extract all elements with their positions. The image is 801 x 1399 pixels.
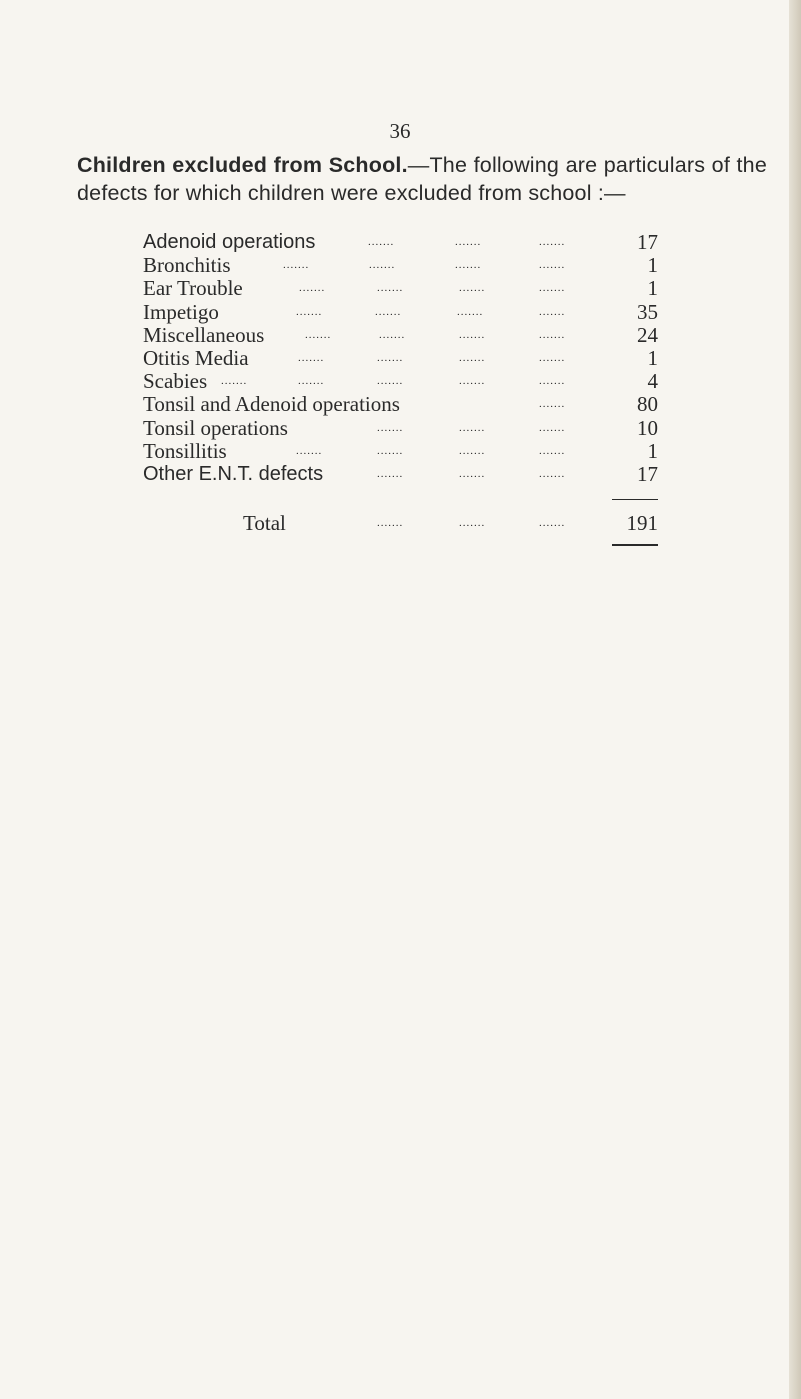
leader-dots: ....... <box>368 236 395 248</box>
leader-dots: ....... <box>539 421 566 434</box>
table-row <box>143 417 658 440</box>
leader-dots: ....... <box>298 375 325 388</box>
leader-dots: ....... <box>375 305 402 318</box>
row-label: Tonsil operations <box>143 415 288 440</box>
row-value: 1 <box>647 253 658 278</box>
leader-dots: ....... <box>377 282 404 295</box>
leader-dots: ....... <box>539 517 566 529</box>
row-label: Other E.N.T. defects <box>143 462 324 485</box>
row-label: Tonsillitis <box>143 438 227 463</box>
row-value: 1 <box>647 438 658 463</box>
leader-dots: ....... <box>455 259 482 272</box>
row-label: Otitis Media <box>143 345 249 370</box>
leader-dots: ....... <box>539 444 566 457</box>
row-value: 24 <box>637 322 658 347</box>
total-rule-bottom <box>612 544 658 546</box>
table-row <box>143 254 658 277</box>
leader-dots: ....... <box>377 467 404 480</box>
leader-dots: ....... <box>539 398 566 411</box>
row-label: Ear Trouble <box>143 276 243 301</box>
table-row <box>143 301 658 324</box>
row-label: Tonsil and Adenoid operations <box>143 392 400 417</box>
leader-dots: ....... <box>377 517 404 529</box>
table-row <box>143 347 658 370</box>
section-heading: Children excluded from School. <box>77 153 408 177</box>
leader-dots: ....... <box>299 282 326 295</box>
leader-dots: ....... <box>459 282 486 295</box>
table-row <box>143 393 658 416</box>
row-label: Scabies <box>143 369 208 394</box>
table-row <box>143 324 658 347</box>
leader-dots: ....... <box>305 328 332 341</box>
total-rule-top <box>612 499 658 500</box>
leader-dots: ....... <box>457 305 484 318</box>
leader-dots: ....... <box>377 444 404 457</box>
leader-dots: ....... <box>296 305 323 318</box>
row-value: 17 <box>637 461 658 486</box>
leader-dots: ....... <box>455 236 482 248</box>
leader-dots: ....... <box>377 351 404 364</box>
total-row <box>143 509 658 537</box>
row-value: 35 <box>637 299 658 324</box>
leader-dots: ....... <box>283 259 310 272</box>
intro-text: —The following are particulars of the defects for which children were excluded from school :— <box>77 153 767 205</box>
leader-dots: ....... <box>221 375 248 388</box>
leader-dots: ....... <box>379 328 406 341</box>
row-label: Adenoid operations <box>143 231 316 253</box>
exclusion-table <box>143 231 658 486</box>
page-number: 36 <box>389 119 411 143</box>
leader-dots: ....... <box>539 467 566 480</box>
row-value: 10 <box>637 415 658 440</box>
leader-dots: ....... <box>459 375 486 388</box>
leader-dots: ....... <box>377 375 404 388</box>
row-label: Bronchitis <box>143 253 231 278</box>
leader-dots: ....... <box>539 351 566 364</box>
leader-dots: ....... <box>459 517 486 529</box>
table-row <box>143 231 658 254</box>
leader-dots: ....... <box>539 328 566 341</box>
leader-dots: ....... <box>369 259 396 272</box>
table-row <box>143 440 658 463</box>
leader-dots: ....... <box>539 305 566 318</box>
leader-dots: ....... <box>459 351 486 364</box>
table-row <box>143 370 658 393</box>
row-label: Impetigo <box>143 299 219 324</box>
total-value: 191 <box>626 511 658 535</box>
table-row <box>143 463 658 486</box>
leader-dots: ....... <box>539 282 566 295</box>
row-value: 80 <box>637 392 658 417</box>
row-label: Miscellaneous <box>143 322 265 347</box>
table-row <box>143 277 658 300</box>
leader-dots: ....... <box>459 421 486 434</box>
leader-dots: ....... <box>459 328 486 341</box>
row-value: 1 <box>647 345 658 370</box>
row-value: 17 <box>637 230 658 254</box>
leader-dots: ....... <box>459 444 486 457</box>
row-value: 4 <box>647 369 658 394</box>
leader-dots: ....... <box>377 421 404 434</box>
leader-dots: ....... <box>539 259 566 272</box>
total-label: Total <box>243 511 286 535</box>
page-edge-shadow <box>789 0 801 1399</box>
leader-dots: ....... <box>296 444 323 457</box>
leader-dots: ....... <box>539 236 566 248</box>
leader-dots: ....... <box>298 351 325 364</box>
leader-dots: ....... <box>539 375 566 388</box>
row-value: 1 <box>647 276 658 301</box>
intro-paragraph <box>77 151 767 207</box>
leader-dots: ....... <box>459 467 486 480</box>
